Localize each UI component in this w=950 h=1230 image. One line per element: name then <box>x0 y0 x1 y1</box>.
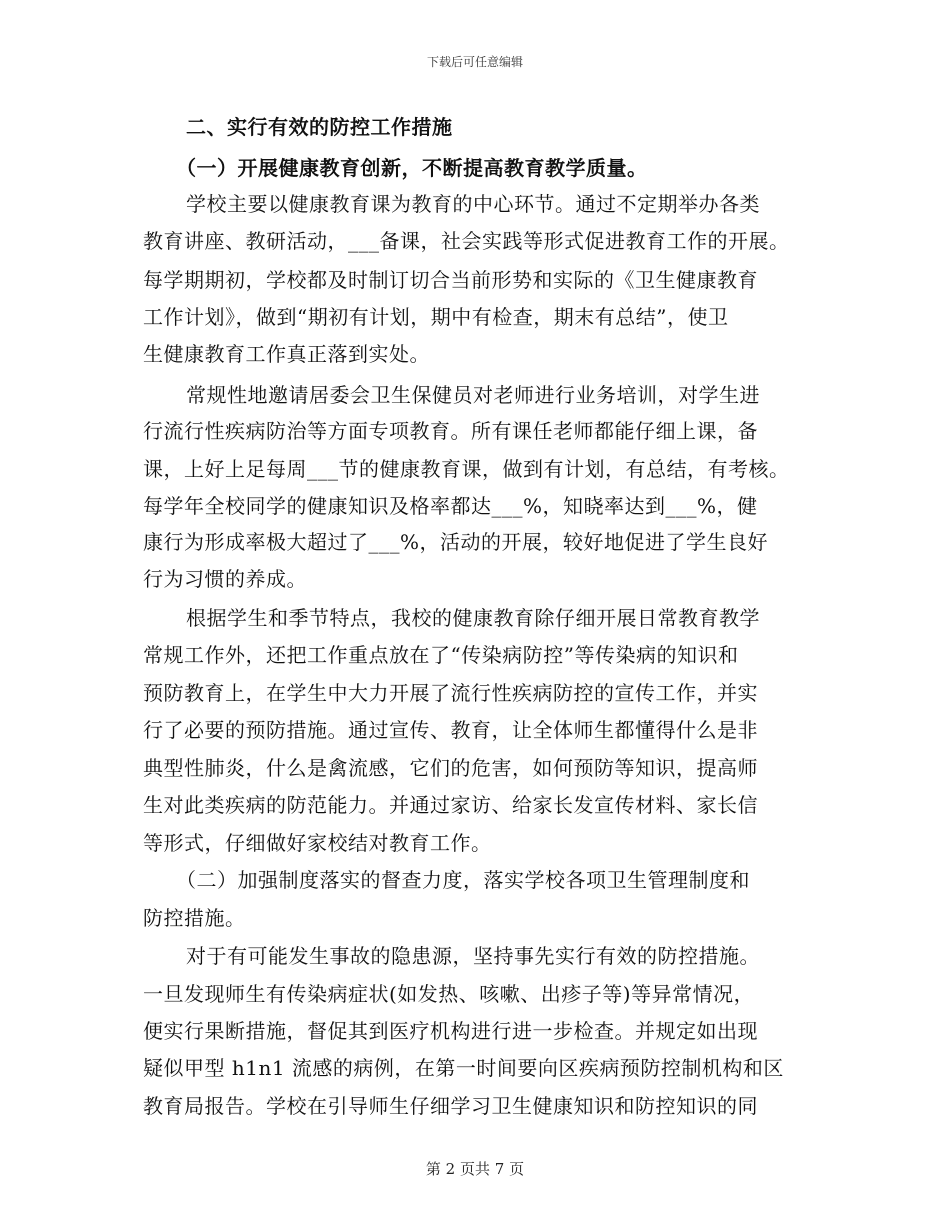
paragraph-line: 一旦发现师生有传染病症状(如发热、咳嗽、出疹子等)等异常情况， <box>143 982 755 1006</box>
paragraph-line: 常规工作外，还把工作重点放在了“传染病防控”等传染病的知识和 <box>143 643 739 667</box>
paragraph-line: 疑似甲型 h1n1 流感的病例，在第一时间要向区疾病预防控制机构和区 <box>143 1056 784 1080</box>
paragraph-line: 便实行果断措施，督促其到医疗机构进行进一步检查。并规定如出现 <box>143 1019 758 1043</box>
paragraph-line: 每学期期初，学校都及时制订切合当前形势和实际的《卫生健康教育 <box>143 268 758 292</box>
paragraph-line: 课，上好上足每周___节的健康教育课，做到有计划，有总结，有考核。 <box>143 457 790 481</box>
paragraph-line: 预防教育上，在学生中大力开展了流行性疾病防控的宣传工作，并实 <box>143 681 758 705</box>
paragraph-line: 教育讲座、教研活动，___备课，社会实践等形式促进教育工作的开展。 <box>143 229 790 253</box>
paragraph-line: （二）加强制度落实的督查力度，落实学校各项卫生管理制度和 <box>176 868 750 892</box>
paragraph-line: 学校主要以健康教育课为教育的中心环节。通过不定期举办各类 <box>186 192 760 216</box>
page-header: 下载后可任意编辑 <box>426 55 523 69</box>
paragraph-line: 行为习惯的养成。 <box>143 567 307 591</box>
paragraph-line: 教育局报告。学校在引导师生仔细学习卫生健康知识和防控知识的同 <box>143 1094 758 1118</box>
paragraph-line: 康行为形成率极大超过了___%，活动的开展，较好地促进了学生良好 <box>143 530 769 554</box>
paragraph-line: 行流行性疾病防治等方面专项教育。所有课任老师都能仔细上课，备 <box>143 419 758 443</box>
paragraph-line: 生健康教育工作真正落到实处。 <box>143 342 430 366</box>
paragraph-line: 典型性肺炎，什么是禽流感，它们的危害，如何预防等知识，提高师 <box>143 756 758 780</box>
paragraph-line: 生对此类疾病的防范能力。并通过家访、给家长发宣传材料、家长信 <box>143 793 758 817</box>
paragraph-line: 每学年全校同学的健康知识及格率都达___%，知晓率达到___%，健 <box>143 494 758 518</box>
section-heading: 二、实行有效的防控工作措施 <box>186 115 453 139</box>
paragraph-line: 工作计划》，做到“期初有计划，期中有检查，期末有总结”，使卫 <box>143 305 729 329</box>
paragraph-line: 根据学生和季节特点，我校的健康教育除仔细开展日常教育教学 <box>186 606 760 630</box>
page-footer: 第 2 页共 7 页 <box>425 1160 525 1178</box>
paragraph-line: 防控措施。 <box>143 906 246 930</box>
paragraph-line: 行了必要的预防措施。通过宣传、教育，让全体师生都懂得什么是非 <box>143 718 758 742</box>
paragraph-line: 等形式，仔细做好家校结对教育工作。 <box>143 831 492 855</box>
paragraph-line: 常规性地邀请居委会卫生保健员对老师进行业务培训，对学生进 <box>186 383 760 407</box>
section-heading: （一）开展健康教育创新，不断提高教育教学质量。 <box>176 156 648 180</box>
paragraph-line: 对于有可能发生事故的隐患源，坚持事先实行有效的防控措施。 <box>186 944 760 968</box>
